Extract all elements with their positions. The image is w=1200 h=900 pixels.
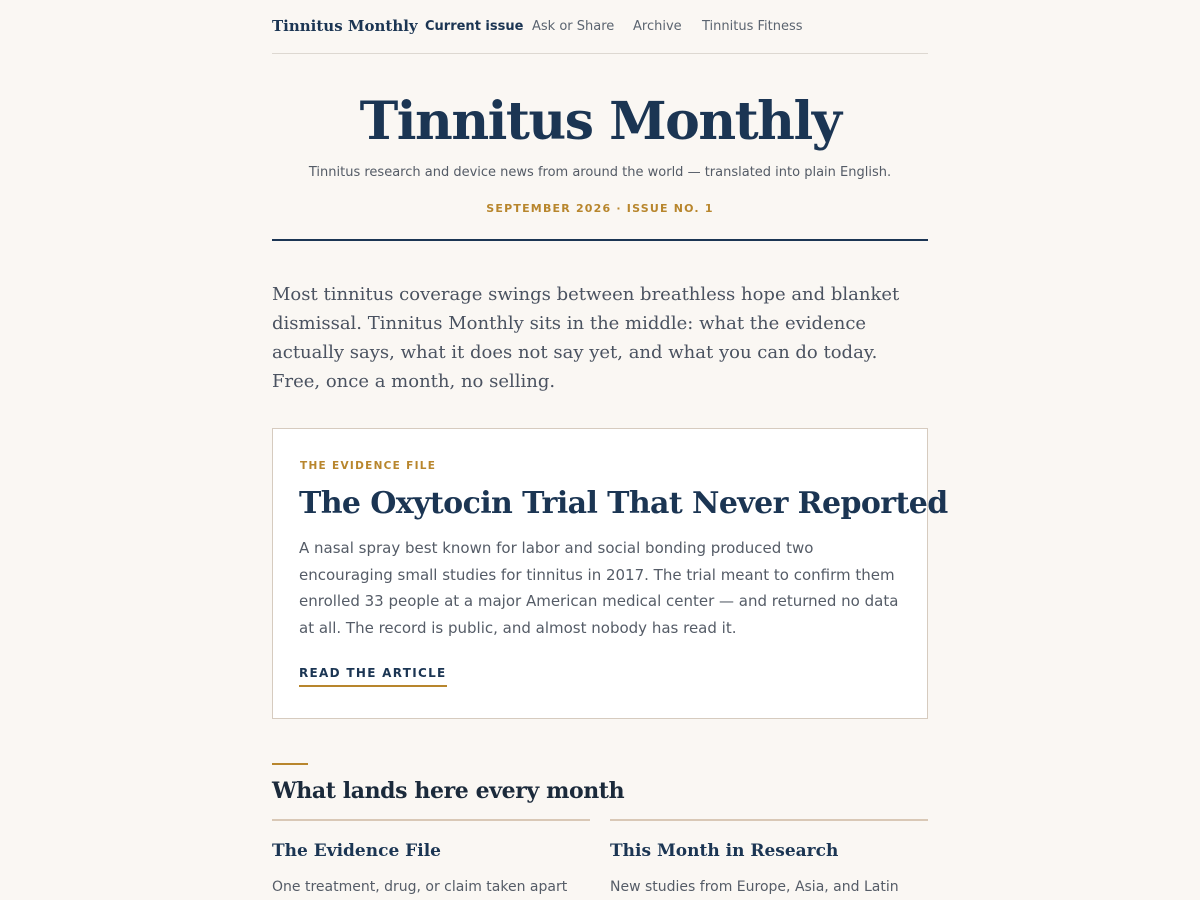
brand-link[interactable]: Tinnitus Monthly [272, 17, 418, 35]
feature-kicker: THE EVIDENCE FILE [300, 460, 437, 472]
column-text: One treatment, drug, or claim taken apart [272, 879, 568, 895]
feature-card [272, 428, 948, 719]
section-accent-rule [272, 763, 308, 765]
section-column-evidence-file [272, 819, 590, 895]
feature-summary: A nasal spray best known for labor and social bonding produced two encouraging small studies for tinnitus in 2017. The trial meant to confirm them enrolled 33 people at a major American medical center — and returned no data at all. The record is public, and almost nobody has read it. [299, 539, 899, 638]
masthead-subtitle: Tinnitus research and device news from around the world — translated into plain English. [308, 165, 892, 180]
column-text: New studies from Europe, Asia, and Latin [610, 879, 899, 895]
masthead-divider [272, 239, 928, 241]
section-title: What lands here every month [272, 778, 625, 804]
read-article-link[interactable]: READ THE ARTICLE [299, 666, 447, 687]
nav-item-ask-or-share[interactable]: Ask or Share [532, 19, 615, 34]
column-title[interactable]: This Month in Research [610, 841, 839, 861]
feature-title[interactable]: The Oxytocin Trial That Never Reported [299, 486, 948, 521]
top-nav [272, 0, 928, 54]
nav-item-current-issue[interactable]: Current issue [425, 19, 524, 34]
column-title[interactable]: The Evidence File [272, 841, 441, 861]
intro-paragraph: Most tinnitus coverage swings between breathless hope and blanket dismissal. Tinnitus Monthly sits in the middle: what the evidence actually says, what it does not say yet, and what you can do today. Free, once a month, no selling. [272, 284, 900, 392]
masthead-title: Tinnitus Monthly [359, 91, 841, 152]
nav-item-tinnitus-fitness[interactable]: Tinnitus Fitness [702, 19, 803, 34]
issue-label: SEPTEMBER 2026 · ISSUE NO. 1 [486, 202, 714, 215]
nav-item-archive[interactable]: Archive [633, 19, 682, 34]
section-column-research [610, 819, 928, 895]
